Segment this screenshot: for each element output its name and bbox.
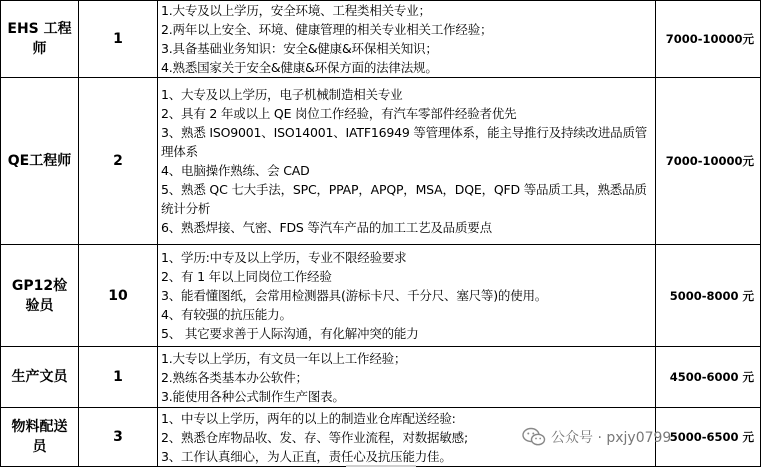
requirement-line: 1、大专及以上学历，电子机械制造相关专业: [161, 87, 403, 102]
salary: 7000-10000元: [656, 78, 761, 245]
requirement-line: 1、中专以上学历，两年的以上的制造业仓库配送经验:: [161, 410, 456, 426]
salary: 4500-6000 元: [656, 347, 761, 408]
headcount: 3: [79, 408, 158, 467]
requirement-line: 3.具备基础业务知识：安全&健康&环保相关知识；: [161, 41, 438, 56]
job-title: QE工程师: [1, 78, 79, 245]
table-row: [1, 245, 761, 347]
requirement-line: 5、熟悉 QC 七大手法，SPC，PPAP，APQP，MSA，DQE，QFD 等品质工具，熟悉品质统计分析: [161, 182, 647, 216]
requirement-line: 3、熟悉 ISO9001、ISO14001、IATF16949 等管理体系，能主导推行及持续改进品质管理体系: [161, 125, 648, 159]
job-title: EHS 工程师: [1, 1, 79, 78]
requirement-line: 1.大专以上学历，有文员一年以上工作经验；: [161, 350, 407, 366]
requirement-line: 3.能使用各种公式制作生产图表。: [161, 388, 345, 404]
requirement-line: 3、工作认真细心，为人正直，责任心及抗压能力佳。: [161, 448, 452, 464]
salary: 5000-6500 元: [656, 408, 761, 467]
requirements-cell: [158, 1, 656, 78]
requirement-line: 2、具有 2 年或以上 QE 岗位工作经验，有汽车零部件经验者优先: [161, 106, 517, 121]
requirement-line: 1、学历:中专及以上学历，专业不限经验要求: [161, 250, 407, 265]
job-title: 生产文员: [1, 347, 79, 408]
requirements-cell: [158, 245, 656, 347]
requirement-line: 1.大专及以上学历，安全环境、工程类相关专业；: [161, 3, 431, 18]
requirements-cell: [158, 78, 656, 245]
job-title: 物料配送员: [1, 408, 79, 467]
requirement-line: 6、熟悉焊接、气密、FDS 等汽车产品的加工工艺及品质要点: [161, 220, 492, 235]
headcount: 1: [79, 1, 158, 78]
salary: 5000-8000 元: [656, 245, 761, 347]
headcount: 1: [79, 347, 158, 408]
table-row: [1, 78, 761, 245]
salary: 7000-10000元: [656, 1, 761, 78]
table-row: [1, 347, 761, 408]
headcount: 10: [79, 245, 158, 347]
requirement-line: 4.熟悉国家关于安全&健康&环保方面的法律法规。: [161, 60, 438, 75]
job-title: GP12检验员: [1, 245, 79, 347]
requirement-line: 2.熟练各类基本办公软件；: [161, 369, 308, 385]
divider: [346, 465, 416, 467]
table-row: [1, 1, 761, 78]
requirement-line: 2.两年以上安全、环境、健康管理的相关专业相关工作经验；: [161, 22, 493, 37]
requirement-line: 4、电脑操作熟练、会 CAD: [161, 163, 310, 178]
requirement-line: 2、熟悉仓库物品收、发、存、等作业流程，对数据敏感;: [161, 429, 468, 445]
requirement-line: 4、有较强的抗压能力。: [161, 307, 292, 322]
requirement-line: 5、 其它要求善于人际沟通，有化解冲突的能力: [161, 326, 419, 341]
watermark-text: 公众号 · pxjy0799: [551, 430, 672, 446]
requirements-cell: [158, 347, 656, 408]
requirement-line: 2、有 1 年以上同岗位工作经验: [161, 269, 332, 284]
wechat-icon: [522, 427, 546, 447]
headcount: 2: [79, 78, 158, 245]
requirement-line: 3、能看懂图纸，会常用检测器具(游标卡尺、千分尺、塞尺等)的使用。: [161, 288, 548, 303]
watermark: [522, 427, 671, 447]
